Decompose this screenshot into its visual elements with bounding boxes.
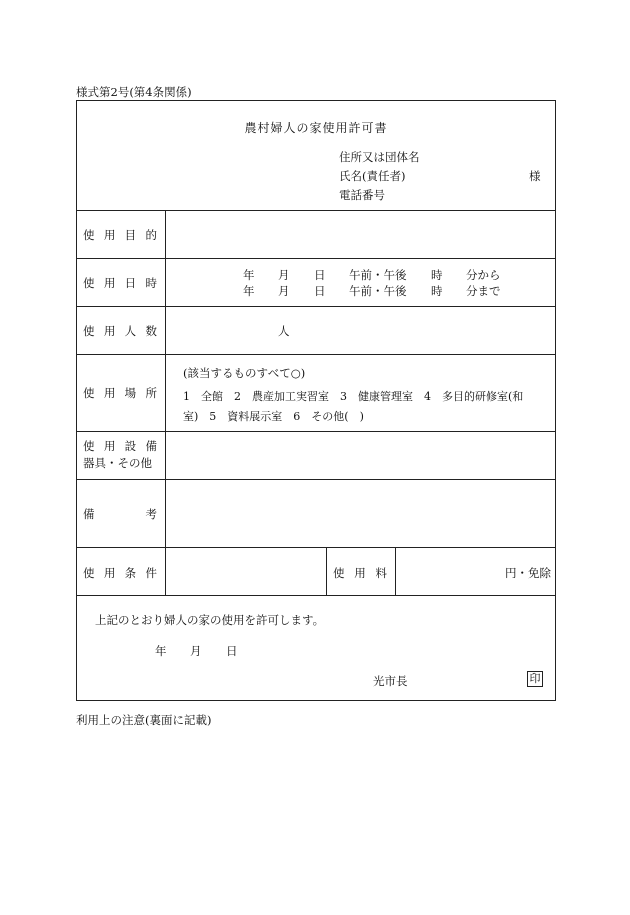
seal-mark: 印: [527, 671, 543, 687]
fee-divider: [326, 547, 327, 595]
address-label: 住所又は団体名: [339, 150, 420, 164]
form-number: 様式第2号(第4条関係): [76, 85, 192, 99]
label-purpose: 使 用 目 的: [83, 228, 157, 242]
label-datetime: 使 用 日 時: [83, 276, 157, 290]
label-count: 使 用 人 数: [83, 324, 157, 338]
row-divider: [77, 258, 555, 259]
row-divider: [77, 479, 555, 480]
row-divider: [77, 547, 555, 548]
row-divider: [77, 210, 555, 211]
label-conditions: 使 用 条 件: [83, 566, 157, 580]
name-label: 氏名(責任者): [339, 169, 406, 183]
row-divider: [77, 306, 555, 307]
label-fee: 使 用 料: [333, 566, 387, 580]
place-options-line1: 1 全館 2 農産加工実習室 3 健康管理室 4 多目的研修室(和: [183, 390, 524, 403]
fee-suffix: 円・免除: [505, 566, 551, 580]
row-divider: [77, 354, 555, 355]
honorific-sama: 様: [529, 169, 541, 183]
count-unit: 人: [278, 324, 290, 338]
fee-divider: [395, 547, 396, 595]
mayor-title: 光市長: [373, 674, 408, 688]
label-equipment: 使 用 設 備: [83, 439, 157, 453]
usage-note: 利用上の注意(裏面に記載): [76, 713, 212, 727]
row-divider: [77, 431, 555, 432]
label-place: 使 用 場 所: [83, 386, 157, 400]
label-column-divider: [165, 210, 166, 595]
row-divider: [77, 595, 555, 596]
phone-label: 電話番号: [339, 188, 385, 202]
label-remarks: 備 考: [83, 507, 157, 521]
form-title: 農村婦人の家使用許可書: [244, 121, 388, 135]
permit-form: 農村婦人の家使用許可書 住所又は団体名 氏名(責任者) 様 電話番号 使 用 目 的 使 用 日 時 年 月 日 午前・午後 時 分から 年 月 日 午前・午後 時 分まで 使 用 人 数 人 使 用 場 所 (該当するものすべて○) 1 全館 2 農産加工実習室 3 健康管理室 4 多目的研修室(和 室) 5 資料展示室 6 その他( ) 使 用 設 備 器具・その他 備 考 使 用 条 件 使 用 料 円・免除 上記のとおり婦人の家の使用を許可します。 年 月 日 光市長 印: [76, 100, 556, 701]
label-equipment-other: 器具・その他: [83, 456, 152, 470]
place-options-line2: 室) 5 資料展示室 6 その他( ): [183, 410, 364, 423]
approval-statement: 上記のとおり婦人の家の使用を許可します。: [95, 613, 325, 627]
place-note: (該当するものすべて○): [183, 366, 306, 380]
